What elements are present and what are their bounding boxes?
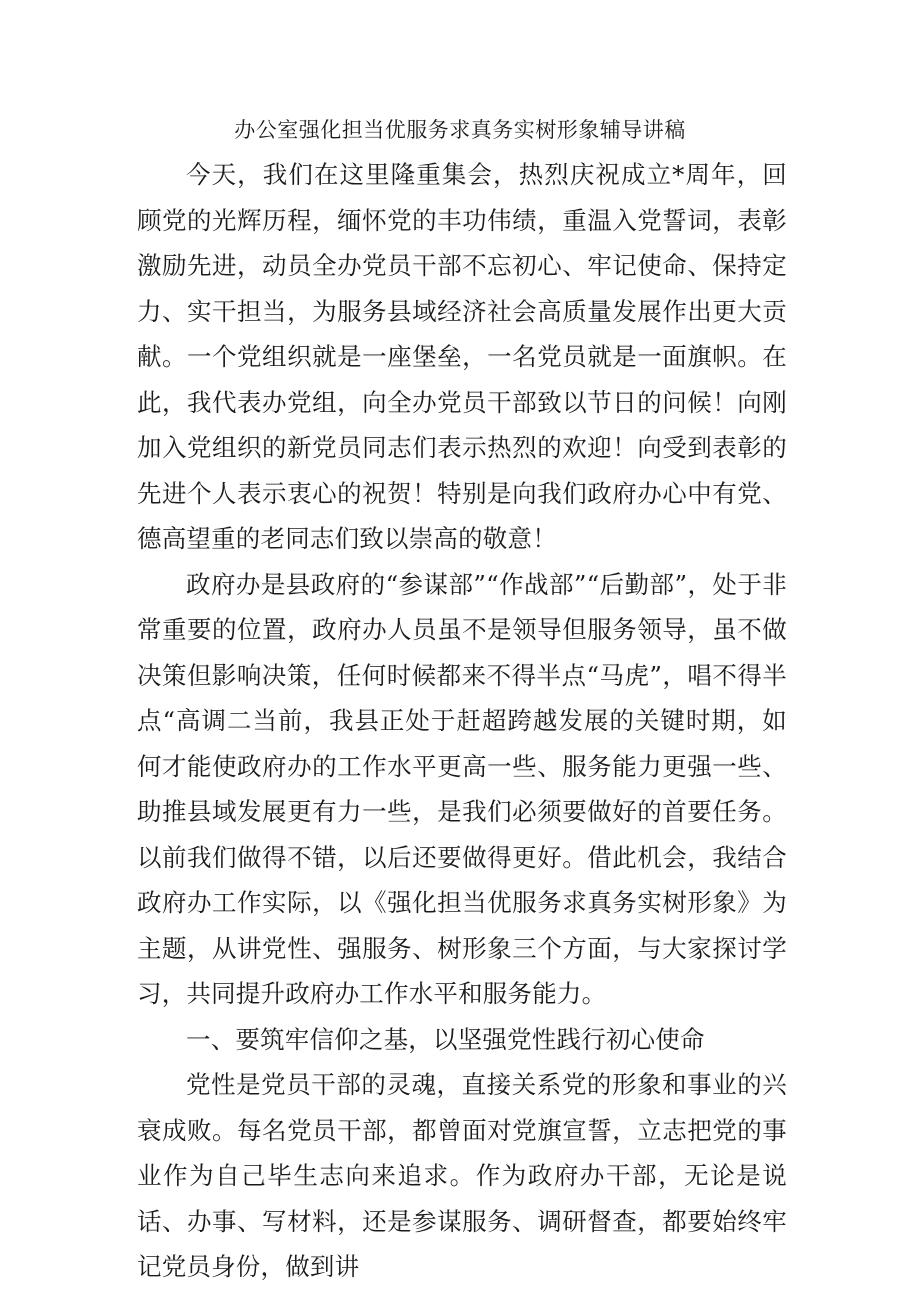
paragraph-opening: 今天，我们在这里隆重集会，热烈庆祝成立*周年，回顾党的光辉历程，缅怀党的丰功伟绩，重温入党誓词，表彰激励先进，动员全办党员干部不忘初心、牢记使命、保持定力、实干担当，为服务县域经济社会高质量发展作出更大贡献。一个党组织就是一座堡垒，一名党员就是一面旗帜。在此，我代表办党组，向全办党员干部致以节日的问候！向刚加入党组织的新党员同志们表示热烈的欢迎！向受到表彰的先进个人表示衷心的祝贺！特别是向我们政府办心中有党、德高望重的老同志们致以崇高的敬意！ bbox=[137, 160, 787, 553]
section-heading-1: 一、要筑牢信仰之基，以坚强党性践行初心使命 bbox=[186, 1024, 705, 1054]
document-title: 办公室强化担当优服务求真务实树形象辅导讲稿 bbox=[234, 118, 686, 142]
paragraph-role-of-office: 政府办是县政府的“参谋部”“作战部”“后勤部”，处于非常重要的位置，政府办人员虽不是领导但服务领导，虽不做决策但影响决策，任何时候都来不得半点“马虎”，唱不得半点“高调二当前，我县正处于赶超跨越发展的关键时期，如何才能使政府办的工作水平更高一些、服务能力更强一些、助推县域发展更有力一些，是我们必须要做好的首要任务。以前我们做得不错，以后还要做得更好。借此机会，我结合政府办工作实际，以《强化担当优服务求真务实树形象》为主题，从讲党性、强服务、树形象三个方面，与大家探讨学习，共同提升政府办工作水平和服务能力。 bbox=[137, 569, 787, 1008]
paragraph-party-spirit: 党性是党员干部的灵魂，直接关系党的形象和事业的兴衰成败。每名党员干部，都曾面对党旗宣誓，立志把党的事业作为自己毕生志向来追求。作为政府办干部，无论是说话、办事、写材料，还是参谋服务、调研督查，都要始终牢记党员身份，做到讲 bbox=[137, 1070, 787, 1281]
document-body bbox=[137, 152, 787, 1290]
